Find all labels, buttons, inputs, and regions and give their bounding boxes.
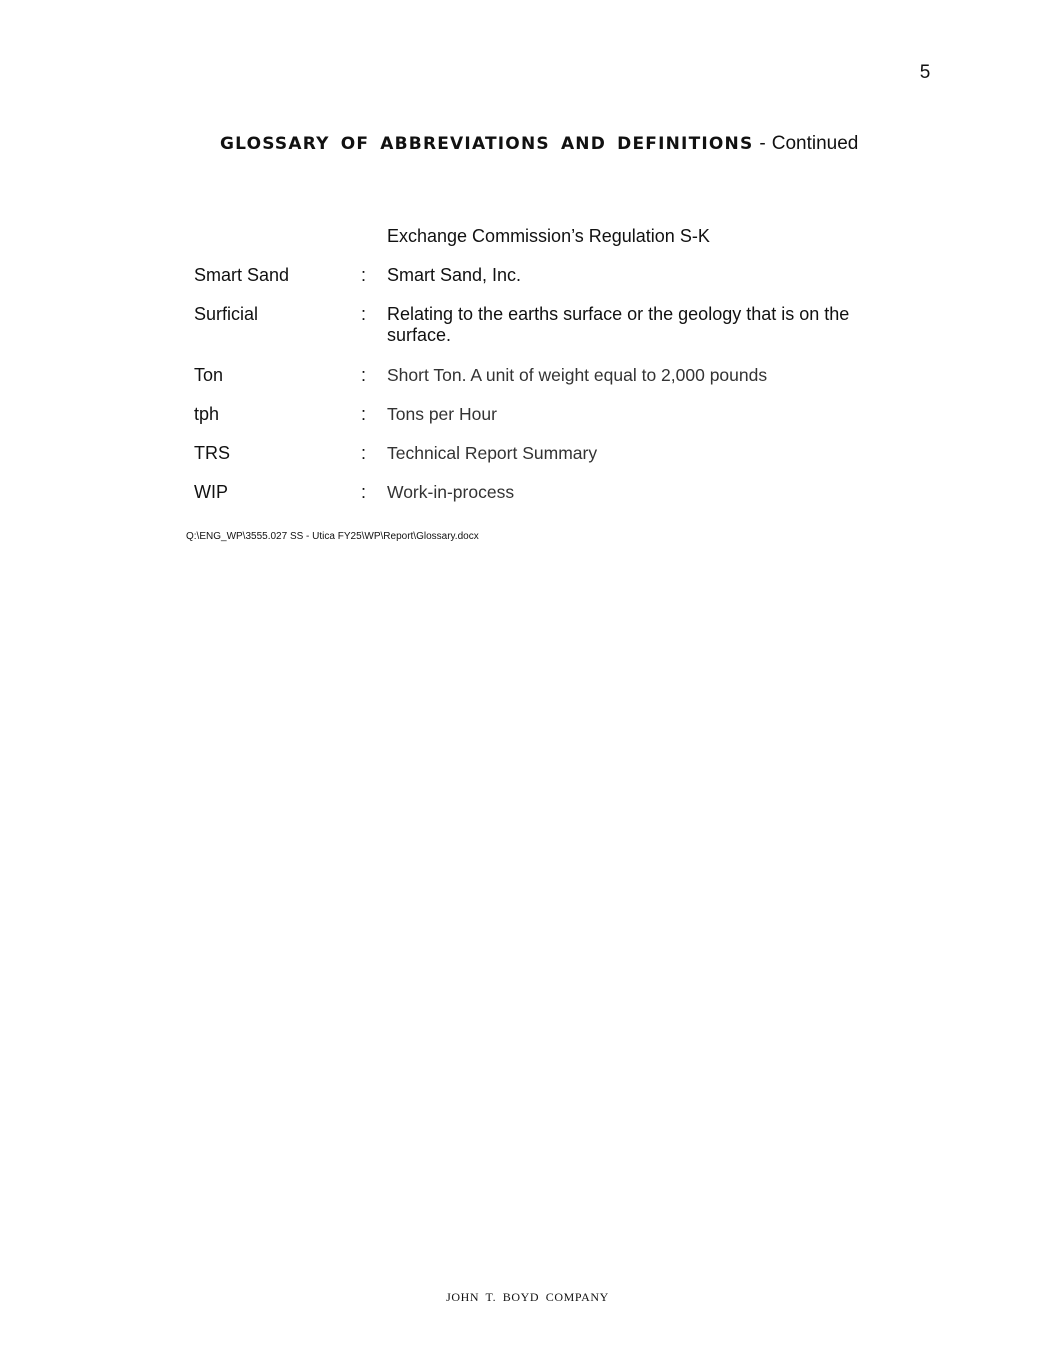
glossary-definition: Tons per Hour [387, 404, 497, 424]
glossary-colon: : [361, 482, 367, 502]
glossary-term: Ton [194, 365, 224, 385]
glossary-colon: : [361, 304, 367, 324]
title-separator: - [759, 133, 766, 154]
glossary-term: WIP [194, 482, 228, 502]
glossary-definition: Work-in-process [387, 482, 515, 502]
continuation-text: Exchange Commission’s Regulation S-K [387, 226, 710, 246]
glossary-definition: Smart Sand, Inc. [387, 265, 522, 285]
footer-company-name: JOHN T. BOYD COMPANY [446, 1290, 609, 1304]
glossary-term: tph [194, 404, 220, 424]
file-path: Q:\ENG_WP\3555.027 SS - Utica FY25\WP\Report\Glossary.docx [186, 531, 479, 542]
title-main: GLOSSARY OF ABBREVIATIONS AND DEFINITIONS [220, 134, 754, 154]
glossary-colon: : [361, 404, 367, 424]
page-number: 5 [919, 62, 931, 83]
glossary-definition: Relating to the earths surface or the geology that is on the surface. [387, 304, 850, 345]
glossary-term: TRS [194, 443, 230, 463]
glossary-colon: : [361, 365, 367, 385]
glossary-definition: Short Ton. A unit of weight equal to 2,000 pounds [387, 365, 768, 385]
title-suffix: Continued [771, 133, 859, 154]
glossary-term: Smart Sand [194, 265, 290, 285]
page-title [220, 133, 858, 155]
glossary-definition: Technical Report Summary [387, 443, 598, 463]
glossary-term: Surficial [194, 304, 259, 324]
glossary-colon: : [361, 265, 367, 285]
glossary-colon: : [361, 443, 367, 463]
